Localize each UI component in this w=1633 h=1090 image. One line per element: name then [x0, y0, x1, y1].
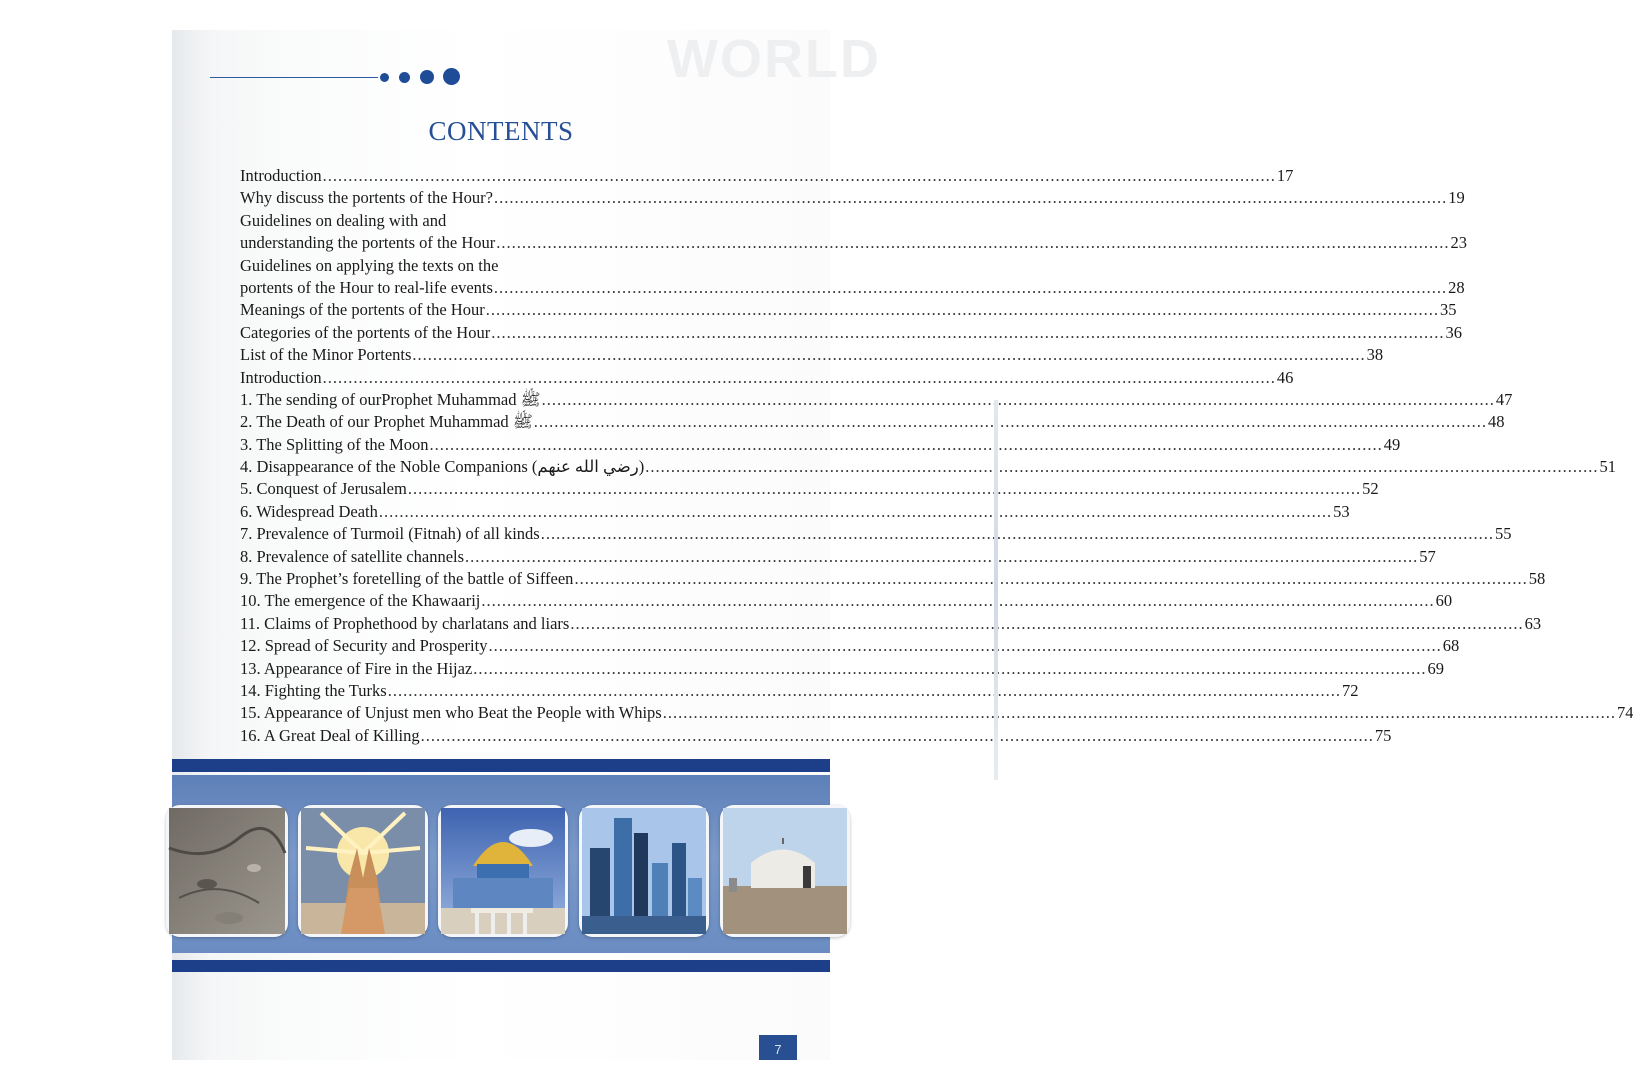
toc-entry	[240, 546, 1436, 569]
toc-leader-dots	[473, 659, 1426, 679]
tents-image	[720, 805, 850, 937]
toc-entry-page: 75	[1374, 725, 1392, 745]
toc-entry-page: 53	[1333, 501, 1350, 521]
toc-entry	[240, 725, 1392, 748]
top-divider-bar	[172, 759, 830, 772]
toc-entry-page: 19	[1448, 188, 1465, 208]
toc-leader-dots	[421, 726, 1374, 746]
toc-entry-title: 7. Prevalence of Turmoil (Fitnah) of all kinds	[240, 524, 540, 544]
toc-entry-page: 63	[1524, 613, 1542, 633]
toc-leader-dots	[491, 323, 1444, 343]
toc-entry	[240, 524, 1512, 546]
toc-entry	[240, 636, 1460, 658]
header-dot	[399, 72, 410, 83]
toc-entry-page: 49	[1383, 434, 1401, 454]
toc-entry-title: 8. Prevalence of satellite channels	[240, 546, 465, 566]
toc-entry-title: 4. Disappearance of the Noble Companions (رضي الله عنهم)	[240, 457, 645, 477]
toc-entry-page: 55	[1494, 524, 1512, 544]
toc-leader-dots	[494, 278, 1447, 298]
toc-entry	[240, 300, 1457, 322]
skyscrapers-image	[579, 805, 709, 937]
toc-entry-title: 1. The sending of ourProphet Muhammad ﷺ	[240, 389, 541, 409]
page-edge-decoration	[994, 400, 998, 780]
toc-entry-title: understanding the portents of the Hour	[240, 233, 496, 253]
toc-entry	[240, 658, 1445, 681]
toc-entry-page: 48	[1488, 412, 1505, 432]
toc-leader-dots	[388, 681, 1341, 701]
toc-entry-title: 3. The Splitting of the Moon	[240, 434, 429, 454]
toc-leader-dots	[494, 188, 1447, 208]
toc-entry-title: 13. Appearance of Fire in the Hijaz	[240, 658, 473, 678]
toc-leader-dots	[465, 547, 1418, 567]
toc-entry	[240, 367, 1294, 390]
toc-entry-title: Meanings of the portents of the Hour	[240, 300, 485, 320]
toc-entry	[240, 569, 1546, 591]
toc-entry-title: portents of the Hour to real-life events	[240, 277, 493, 297]
toc-entry-title: Introduction	[240, 367, 322, 387]
toc-leader-dots	[430, 435, 1383, 455]
toc-entry-page: 36	[1445, 322, 1462, 342]
toc-entry	[240, 434, 1401, 457]
toc-entry	[240, 457, 1616, 479]
toc-entry-page: 72	[1341, 680, 1359, 700]
toc-entry	[240, 211, 750, 233]
toc-entry-page: 52	[1362, 479, 1379, 499]
toc-entry	[240, 591, 1453, 613]
toc-entry	[240, 680, 1359, 703]
toc-entry-page: 38	[1366, 345, 1384, 365]
toc-entry-page: 47	[1495, 389, 1513, 409]
toc-entry-page: 74	[1616, 703, 1633, 723]
moon-surface-image	[166, 805, 288, 937]
toc-entry-title: 9. The Prophet’s foretelling of the battle of Siffeen	[240, 569, 574, 589]
toc-leader-dots	[412, 345, 1365, 365]
toc-entry	[240, 233, 1467, 255]
toc-entry	[240, 277, 1465, 300]
bottom-divider-bar	[172, 960, 830, 972]
watermark-text: WORLD	[667, 29, 881, 89]
toc-leader-dots	[379, 502, 1332, 522]
toc-entry-page: 60	[1435, 591, 1453, 611]
toc-leader-dots	[534, 412, 1487, 432]
toc-entry-title: 11. Claims of Prophethood by charlatans and liars	[240, 613, 570, 633]
toc-leader-dots	[486, 300, 1439, 320]
toc-entry	[240, 256, 750, 278]
toc-leader-dots	[541, 524, 1494, 544]
toc-entry	[240, 188, 1465, 210]
toc-leader-dots	[488, 636, 1441, 656]
toc-entry-page: 23	[1450, 233, 1467, 253]
toc-entry-title: Guidelines on applying the texts on the	[240, 255, 499, 275]
toc-entry-title: Introduction	[240, 166, 322, 185]
toc-entry-title: Why discuss the portents of the Hour?	[240, 188, 493, 208]
toc-leader-dots	[323, 368, 1276, 388]
toc-leader-dots	[645, 457, 1598, 477]
toc-entry-title: 6. Widespread Death	[240, 501, 378, 521]
book-page	[172, 29, 1633, 1060]
toc-entry-title: 10. The emergence of the Khawaarij	[240, 591, 481, 611]
toc-leader-dots	[542, 390, 1495, 410]
toc-leader-dots	[574, 569, 1527, 589]
toc-entry	[240, 501, 1350, 524]
toc-leader-dots	[496, 233, 1449, 253]
toc-entry-title: 15. Appearance of Unjust men who Beat the People with Whips	[240, 703, 662, 723]
toc-leader-dots	[323, 166, 1276, 186]
page-number: 7	[759, 1035, 797, 1060]
header-dot	[420, 70, 434, 84]
toc-entry	[240, 345, 1384, 367]
toc-leader-dots	[570, 614, 1523, 634]
dome-of-the-rock-image	[438, 805, 568, 937]
toc-entry-title: 2. The Death of our Prophet Muhammad ﷺ	[240, 412, 533, 432]
toc-entry-title: 12. Spread of Security and Prosperity	[240, 636, 488, 656]
header-rule	[210, 77, 378, 78]
toc-entry-page: 69	[1427, 658, 1445, 678]
toc-entry-title: 16. A Great Deal of Killing	[240, 725, 420, 745]
toc-entry-page: 68	[1442, 636, 1460, 656]
toc-entry-page: 46	[1276, 367, 1294, 387]
toc-entry	[240, 703, 1633, 725]
splitting-hands-image	[298, 805, 428, 937]
toc-leader-dots	[481, 591, 1434, 611]
toc-entry	[240, 389, 1513, 412]
header-dot	[443, 68, 460, 85]
toc-leader-dots	[663, 703, 1616, 723]
toc-entry-page: 28	[1448, 277, 1465, 297]
toc-entry-page: 35	[1439, 300, 1457, 320]
toc-entry	[240, 412, 1505, 434]
header-dot	[380, 73, 389, 82]
toc-entry	[240, 613, 1542, 636]
toc-entry-title: Categories of the portents of the Hour	[240, 322, 491, 342]
toc-entry-page: 58	[1528, 569, 1546, 589]
toc-entry	[240, 166, 1294, 188]
toc-entry-title: List of the Minor Portents	[240, 345, 412, 365]
toc-entry-title: 14. Fighting the Turks	[240, 680, 387, 700]
toc-entry-page: 17	[1276, 166, 1294, 185]
toc-leader-dots	[408, 479, 1361, 499]
toc-entry-page: 51	[1599, 457, 1616, 477]
toc-entry	[240, 479, 1379, 501]
toc-entry	[240, 322, 1462, 345]
toc-entry-title: Guidelines on dealing with and	[240, 210, 447, 230]
toc-entry-page: 57	[1419, 546, 1436, 566]
page-title: CONTENTS	[428, 116, 574, 146]
toc-entry-title: 5. Conquest of Jerusalem	[240, 479, 407, 499]
table-of-contents	[240, 166, 1633, 748]
